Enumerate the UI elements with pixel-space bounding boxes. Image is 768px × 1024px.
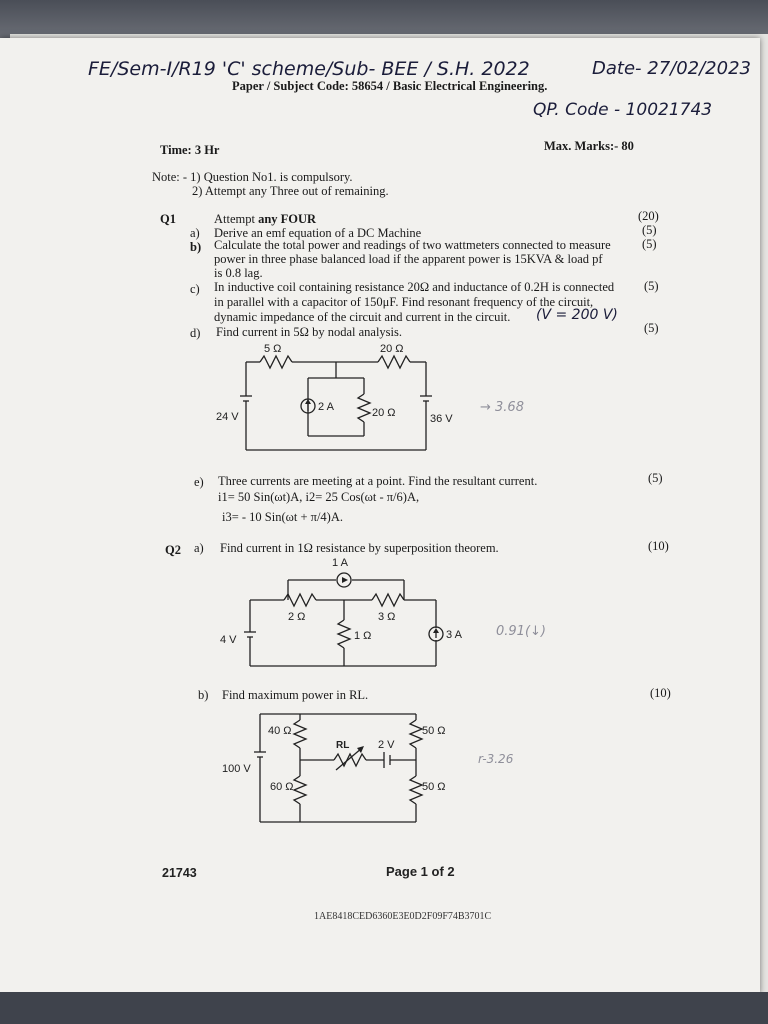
q2a-label: a): [194, 541, 204, 555]
q1c-marks: (5): [644, 279, 659, 293]
q2b-r4-label: 50 Ω: [422, 781, 446, 793]
q1b-line-2: power in three phase balanced load if the apparent power is 15KVA & load pf: [214, 252, 603, 266]
q1e-text: Three currents are meeting at a point. Find the resultant current.: [218, 474, 538, 488]
q1e-label: e): [194, 475, 204, 489]
q1b-label: b): [190, 240, 202, 254]
q1d-hand-answer: → 3.68: [480, 400, 524, 415]
q1a-text: Derive an emf equation of a DC Machine: [214, 226, 422, 240]
q1d-r3-label: 20 Ω: [372, 407, 396, 419]
note-line-2: 2) Attempt any Three out of remaining.: [192, 184, 389, 198]
q1e-marks: (5): [648, 471, 663, 485]
q2a-r1-label: 2 Ω: [288, 611, 306, 623]
q2b-rl-label: RL: [336, 740, 350, 751]
q2a-v-label: 4 V: [220, 634, 237, 646]
q2a-is-top-label: 1 A: [332, 557, 348, 569]
q1d-r2-label: 20 Ω: [380, 343, 404, 355]
q2b-hand-answer: r-3.26: [478, 752, 514, 766]
footer-qp-number: 21743: [162, 866, 197, 880]
q2a-r3-label: 1 Ω: [354, 630, 372, 642]
q1c-label: c): [190, 282, 200, 296]
q2b-r2-label: 50 Ω: [422, 725, 446, 737]
handwritten-date: Date- 27/02/2023: [592, 58, 751, 79]
exam-paper: [0, 38, 760, 994]
q1c-line-1: In inductive coil containing resistance 20Ω and inductance of 0.2H is connected: [214, 280, 615, 294]
footer-hash: 1AE8418CED6360E3E0D2F09F74B3701C: [314, 911, 492, 922]
q1b-line-1: Calculate the total power and readings of two wattmeters connected to measure: [214, 238, 611, 252]
q2b-marks: (10): [650, 686, 671, 700]
q1-marks: (20): [638, 209, 659, 223]
q2a-hand-answer: 0.91(↓): [496, 624, 546, 639]
q1-number: Q1: [160, 212, 176, 226]
circuit-q1d: [210, 338, 470, 458]
max-marks: Max. Marks:- 80: [544, 139, 634, 153]
time: Time: 3 Hr: [160, 143, 220, 157]
q2b-r1-label: 40 Ω: [268, 725, 292, 737]
q2b-text: Find maximum power in RL.: [222, 688, 369, 702]
q1d-marks: (5): [644, 321, 659, 335]
q1-instruction: Attempt any FOUR: [214, 212, 317, 226]
q1c-line-2: in parallel with a capacitor of 150μF. Find resonant frequency of the circuit,: [214, 295, 594, 309]
q2b-label: b): [198, 688, 209, 702]
q2b-r3-label: 60 Ω: [270, 781, 294, 793]
q2a-r2-label: 3 Ω: [378, 611, 396, 623]
qp-code: QP. Code - 10021743: [533, 100, 713, 120]
handwritten-title: FE/Sem-I/R19 'C' scheme/Sub- BEE / S.H. 2022: [88, 58, 530, 80]
background-bottom: [0, 992, 768, 1024]
q2b-v2-label: 2 V: [378, 739, 395, 751]
q1e-i1-i2: i1= 50 Sin(ωt)A, i2= 25 Cos(ωt - π/6)A,: [218, 490, 420, 504]
circuit-q2b: [216, 704, 476, 834]
q1b-marks: (5): [642, 237, 657, 251]
q1c-line-3: dynamic impedance of the circuit and current in the circuit.: [214, 310, 511, 324]
footer-page: Page 1 of 2: [386, 864, 455, 879]
q1b-line-3: is 0.8 lag.: [214, 266, 263, 280]
paper-code: Paper / Subject Code: 58654 / Basic Electrical Engineering.: [232, 79, 548, 93]
q1d-source-label: 2 A: [318, 401, 334, 413]
q1d-label: d): [190, 326, 201, 340]
q2a-is-right-label: 3 A: [446, 629, 462, 641]
q1a-marks: (5): [642, 223, 657, 237]
q1a-label: a): [190, 226, 200, 240]
note-line-1: Note: - 1) Question No1. is compulsory.: [152, 170, 353, 184]
q1d-v2-label: 36 V: [430, 413, 453, 425]
circuit-q2a: [216, 554, 476, 674]
q2a-marks: (10): [648, 539, 669, 553]
q2-number: Q2: [165, 543, 181, 557]
q1d-v1-label: 24 V: [216, 411, 239, 423]
q1d-text: Find current in 5Ω by nodal analysis.: [216, 325, 402, 339]
q2b-v1-label: 100 V: [222, 763, 251, 775]
q1d-r1-label: 5 Ω: [264, 343, 282, 355]
q1c-hand-note: (V = 200 V): [536, 307, 618, 323]
q1e-i3: i3= - 10 Sin(ωt + π/4)A.: [222, 510, 343, 524]
q2a-text: Find current in 1Ω resistance by superposition theorem.: [220, 541, 499, 555]
